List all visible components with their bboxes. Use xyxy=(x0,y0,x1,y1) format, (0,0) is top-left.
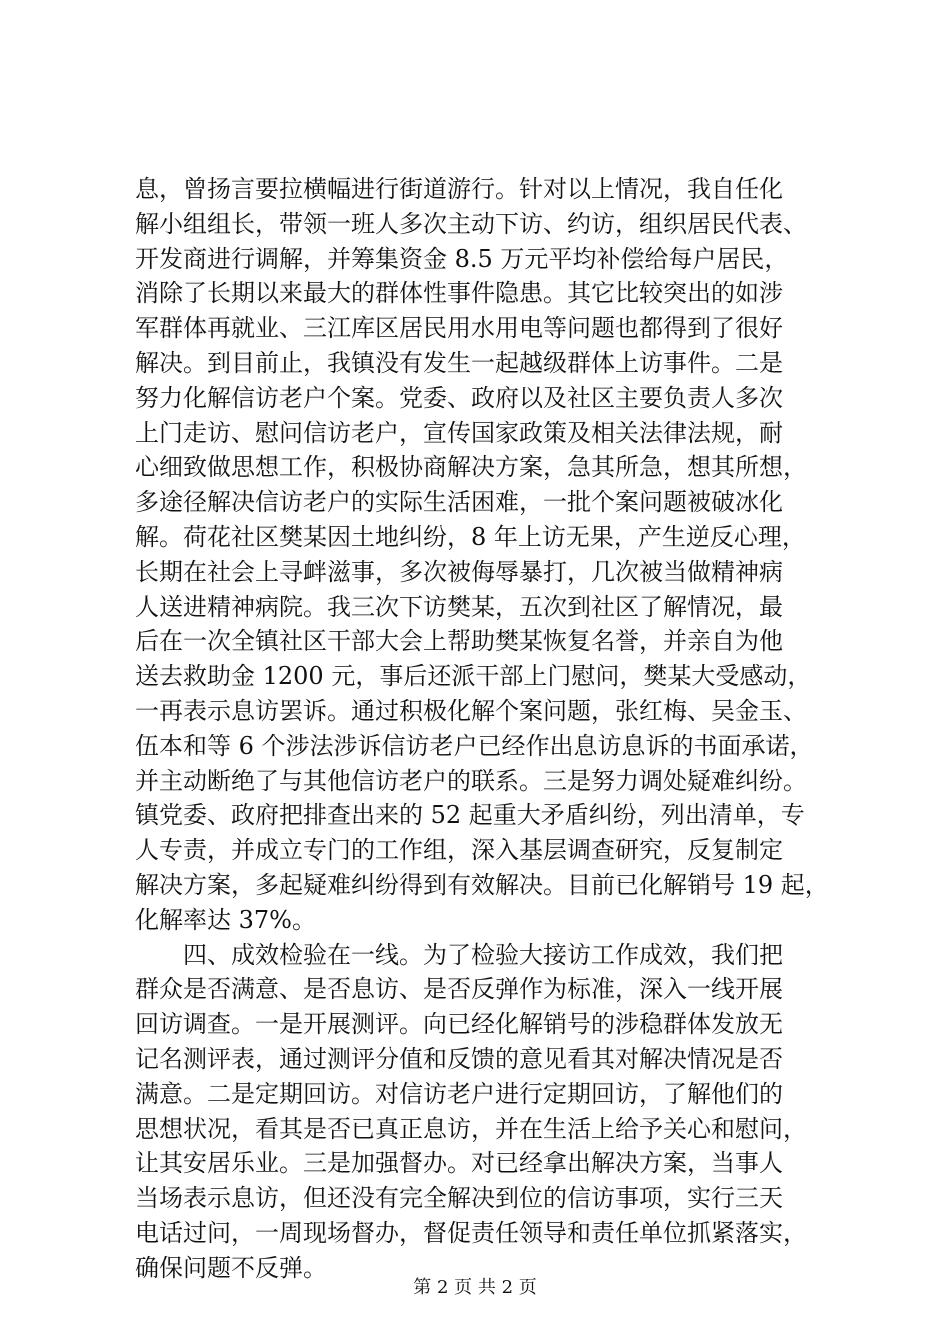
text-line: 记名测评表，通过测评分值和反馈的意见看其对解决情况是否 xyxy=(135,1044,783,1073)
text-line: 当场表示息访，但还没有完全解决到位的信访事项，实行三天 xyxy=(135,1184,783,1213)
text-line: 心细致做思想工作，积极协商解决方案，急其所急，想其所想， xyxy=(135,453,807,482)
text-line: 长期在社会上寻衅滋事，多次被侮辱暴打，几次被当做精神病 xyxy=(135,557,783,586)
body-text xyxy=(135,172,835,1286)
text-line: 群众是否满意、是否息访、是否反弹作为标准，深入一线开展 xyxy=(135,975,783,1004)
text-line: 后在一次全镇社区干部大会上帮助樊某恢复名誉，并亲自为他 xyxy=(135,627,783,656)
text-line: 息，曾扬言要拉横幅进行街道游行。针对以上情况，我自任化 xyxy=(135,175,783,203)
text-line: 军群体再就业、三江库区居民用水用电等问题也都得到了很好 xyxy=(135,314,783,343)
text-line: 解决方案，多起疑难纠纷得到有效解决。目前已化解销号 19 起， xyxy=(135,870,829,899)
text-line: 镇党委、政府把排查出来的 52 起重大矛盾纠纷，列出清单，专 xyxy=(135,801,805,830)
text-line: 送去救助金 1200 元，事后还派干部上门慰问，樊某大受感动， xyxy=(135,662,812,691)
text-line: 多途径解决信访老户的实际生活困难，一批个案问题被破冰化 xyxy=(135,488,783,517)
text-line: 上门走访、慰问信访老户，宣传国家政策及相关法律法规，耐 xyxy=(135,418,783,447)
text-line: 让其安居乐业。三是加强督办。对已经拿出解决方案，当事人 xyxy=(135,1149,783,1178)
text-line: 解决。到目前止，我镇没有发生一起越级群体上访事件。二是 xyxy=(135,348,783,377)
text-line: 化解率达 37%。 xyxy=(135,905,316,934)
text-line: 回访调查。一是开展测评。向已经化解销号的涉稳群体发放无 xyxy=(135,1010,783,1039)
text-line: 伍本和等 6 个涉法涉诉信访老户已经作出息访息诉的书面承诺， xyxy=(135,731,814,760)
text-line: 并主动断绝了与其他信访老户的联系。三是努力调处疑难纠纷。 xyxy=(135,766,807,795)
text-line: 消除了长期以来最大的群体性事件隐患。其它比较突出的如涉 xyxy=(135,279,783,308)
text-line: 开发商进行调解，并筹集资金 8.5 万元平均补偿给每户居民， xyxy=(135,244,789,273)
text-line: 解小组组长，带领一班人多次主动下访、约访，组织居民代表、 xyxy=(135,209,807,238)
page-number-footer: 第 2 页 共 2 页 xyxy=(413,1277,537,1298)
text-line: 确保问题不反弹。 xyxy=(135,1253,327,1282)
text-line: 人送进精神病院。我三次下访樊某，五次到社区了解情况，最 xyxy=(135,592,783,621)
text-line: 思想状况，看其是否已真正息访，并在生活上给予关心和慰问， xyxy=(135,1114,807,1143)
text-line: 满意。二是定期回访。对信访老户进行定期回访，了解他们的 xyxy=(135,1079,783,1108)
text-line: 一再表示息访罢诉。通过积极化解个案问题，张红梅、吴金玉、 xyxy=(135,696,807,725)
text-line: 努力化解信访老户个案。党委、政府以及社区主要负责人多次 xyxy=(135,383,783,412)
text-line: 电话过问，一周现场督办，督促责任领导和责任单位抓紧落实， xyxy=(135,1218,807,1247)
text-line: 四、成效检验在一线。为了检验大接访工作成效，我们把 xyxy=(135,940,783,969)
text-line: 人专责，并成立专门的工作组，深入基层调查研究，反复制定 xyxy=(135,836,783,865)
text-line: 解。荷花社区樊某因土地纠纷，8 年上访无果，产生逆反心理， xyxy=(135,522,806,551)
